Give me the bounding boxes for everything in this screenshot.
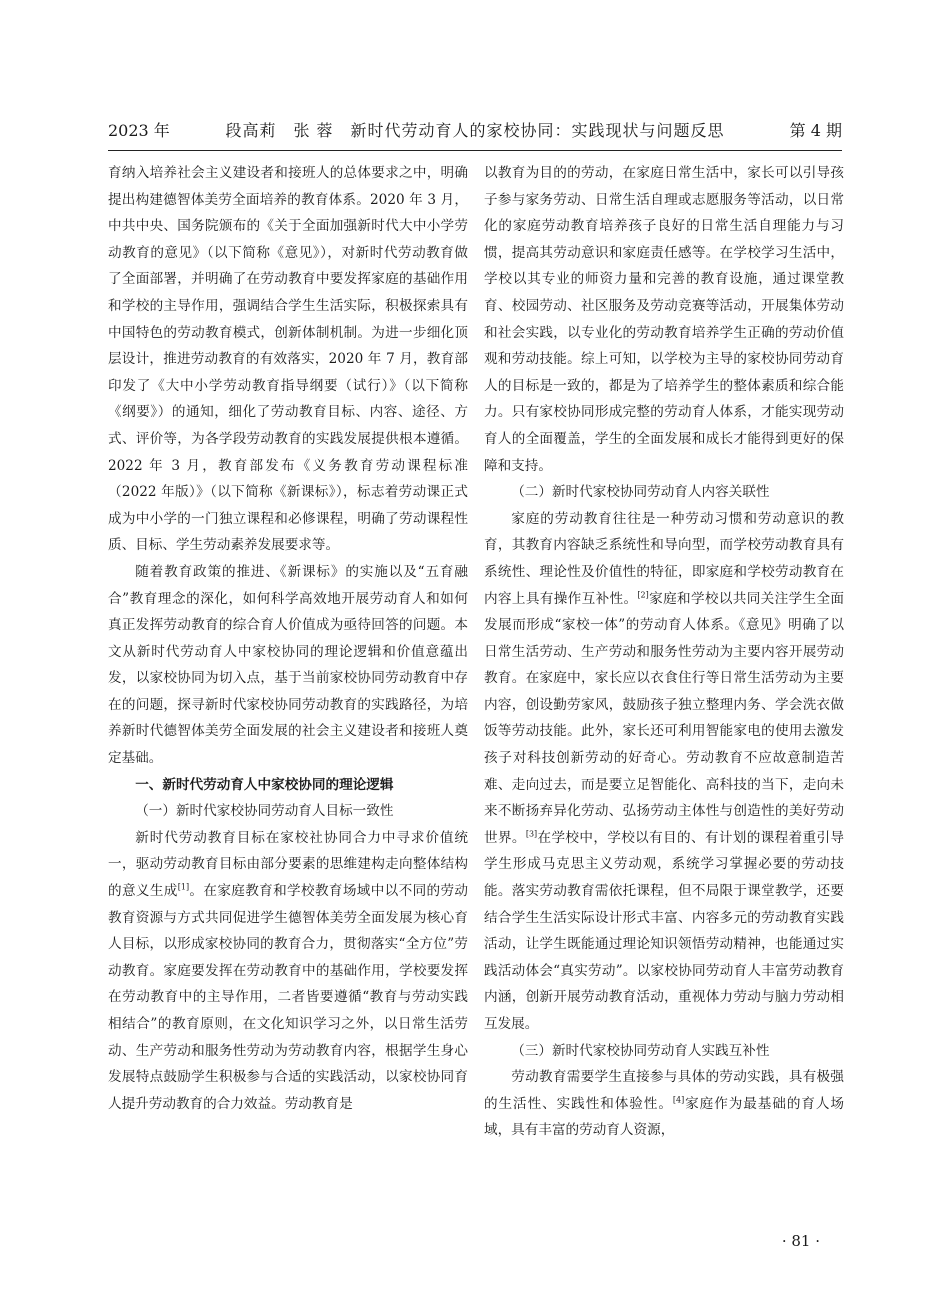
text-run: 劳动教育需要学生直接参与具体的劳动实践，具有极强的生活性、实践性和体验性。 <box>484 1069 844 1112</box>
subsection-heading: （一）新时代家校协同劳动育人目标一致性 <box>135 803 394 820</box>
text-run: 家庭的劳动教育往往是一种劳动习惯和劳动意识的教育，其教育内容缺乏系统性和导向型，而学校劳动教育具有系统性、理论性及价值性的特征，即家庭和学校劳动教育在内容上具有操作互补性。 <box>484 510 844 607</box>
paragraph <box>484 1064 844 1144</box>
right-column <box>484 160 844 1144</box>
section-heading: 一、新时代劳动育人中家校协同的理论逻辑 <box>135 776 394 793</box>
running-header <box>108 116 842 146</box>
citation-ref: [2] <box>637 589 649 599</box>
subsection-heading: （二）新时代家校协同劳动育人内容关联性 <box>511 484 770 501</box>
citation-ref: [3] <box>525 829 538 839</box>
paragraph: 随着教育政策的推进、《新课标》的实施以及“五育融合”教育理念的深化，如何科学高效地开展劳动育人和如何真正发挥劳动教育的综合育人价值成为亟待回答的问题。本文从新时代劳动育人中家校协同的理论逻辑和价值意蕴出发，以家校协同为切入点，基于当前家校协同劳动教育中存在的问题，探寻新时代家校协同劳动教育的实践路径，为培养新时代德智体美劳全面发展的社会主义建设者和接班人奠定基础。 <box>108 563 468 767</box>
text-run: 家庭和学校以共同关注学生全面发展而形成“家校一体”的劳动育人体系。《意见》明确了以日常生活劳动、生产劳动和服务性劳动为主要内容开展劳动教育。在家庭中，家长应以衣食住行等日常生活劳动为主要内容，创设勤劳家风，鼓励孩子独立整理内务、学会洗衣做饭等劳动技能。此外，家长还可利用智能家电的使用去激发孩子对科技创新劳动的好奇心。劳动教育不应故意制造苦难、走向过去，而是要立足智能化、高科技的当下，走向未来不断扬弃异化劳动、弘扬劳动主体性与创造性的美好劳动世界。 <box>484 590 845 846</box>
page-number: · 81 · <box>781 1232 820 1250</box>
text-run: 新时代劳动教育目标在家校社协同合力中寻求价值统一，驱动劳动教育目标由部分要素的思维建构走向整体结构的意义生成 <box>108 829 468 900</box>
paragraph: 以教育为目的的劳动，在家庭日常生活中，家长可以引导孩子参与家务劳动、日常生活自理或志愿服务等活动，以日常化的家庭劳动教育培养孩子良好的日常生活自理能力与习惯，提高其劳动意识和家庭责任感等。在学校学习生活中，学校以其专业的师资力量和完善的教育设施，通过课堂教育、校园劳动、社区服务及劳动竞赛等活动，开展集体劳动和社会实践，以专业化的劳动教育培养学生正确的劳动价值观和劳动技能。综上可知，以学校为主导的家校协同劳动育人的目标是一致的，都是为了培养学生的整体素质和综合能力。只有家校协同形成完整的劳动育人体系，才能实现劳动育人的全面覆盖，学生的全面发展和成长才能得到更好的保障和支持。 <box>484 165 844 474</box>
paragraph <box>484 506 844 1038</box>
citation-ref: [4] <box>672 1095 685 1105</box>
citation-ref: [1] <box>177 882 190 892</box>
text-run: 家庭作为最基础的育人场域，具有丰富的劳动育人资源， <box>484 1095 845 1139</box>
text-run: 在学校中，学校以有目的、有计划的课程着重引导学生形成马克思主义劳动观，系统学习掌握必要的劳动技能。落实劳动教育需依托课程，但不局限于课堂教学，还要结合学生生活实际设计形式丰富、内容多元的劳动教育实践活动，让学生既能通过理论知识领悟劳动精神，也能通过实践活动体会“真实劳动”。以家校协同劳动育人丰富劳动教育内涵，创新开展劳动教育活动，重视体力劳动与脑力劳动相互发展。 <box>484 829 845 1032</box>
header-title: 段高莉 张 蓉 新时代劳动育人的家校协同：实践现状与问题反思 <box>225 121 725 140</box>
paragraph: 育纳入培养社会主义建设者和接班人的总体要求之中，明确提出构建德智体美劳全面培养的教育体系。2020 年 3 月，中共中央、国务院颁布的《关于全面加强新时代大中小学劳动教育的意见》（以下简称《意见》），对新时代劳动教育做了全面部署，并明确了在劳动教育中要发挥家庭的基础作用和学校的主导作用，强调结合学生生活实际，积极探索具有中国特色的劳动教育模式，创新体制机制。为进一步细化顶层设计，推进劳动教育的有效落实，2020 年 7 月，教育部印发了《大中小学劳动教育指导纲要（试行）》（以下简称《纲要》）的通知，细化了劳动教育目标、内容、途径、方式、评价等，为各学段劳动教育的实践发展提供根本遵循。2022 年 3 月，教育部发布《义务教育劳动课程标准（2022 年版）》（以下简称《新课标》），标志着劳动课正式成为中小学的一门独立课程和必修课程，明确了劳动课程性质、目标、学生劳动素养发展要求等。 <box>108 165 468 554</box>
header-rule <box>108 150 842 151</box>
paragraph <box>108 825 468 1118</box>
left-column <box>108 160 468 1117</box>
text-run: 。在家庭教育和学校教育场域中以不同的劳动教育资源与方式共同促进学生德智体美劳全面发展为核心育人目标，以形成家校协同的教育合力，贯彻落实“全方位”劳动教育。家庭要发挥在劳动教育中的基础作用，学校要发挥在劳动教育中的主导作用，二者皆要遵循“教育与劳动实践相结合”的教育原则，在文化知识学习之外，以日常生活劳动、生产劳动和服务性劳动为劳动教育内容，根据学生身心发展特点鼓励学生积极参与合适的实践活动，以家校协同育人提升劳动教育的合力效益。劳动教育是 <box>108 883 469 1112</box>
header-issue: 第 4 期 <box>789 121 842 140</box>
subsection-heading: （三）新时代家校协同劳动育人实践互补性 <box>511 1042 770 1059</box>
header-year: 2023 年 <box>108 121 170 140</box>
